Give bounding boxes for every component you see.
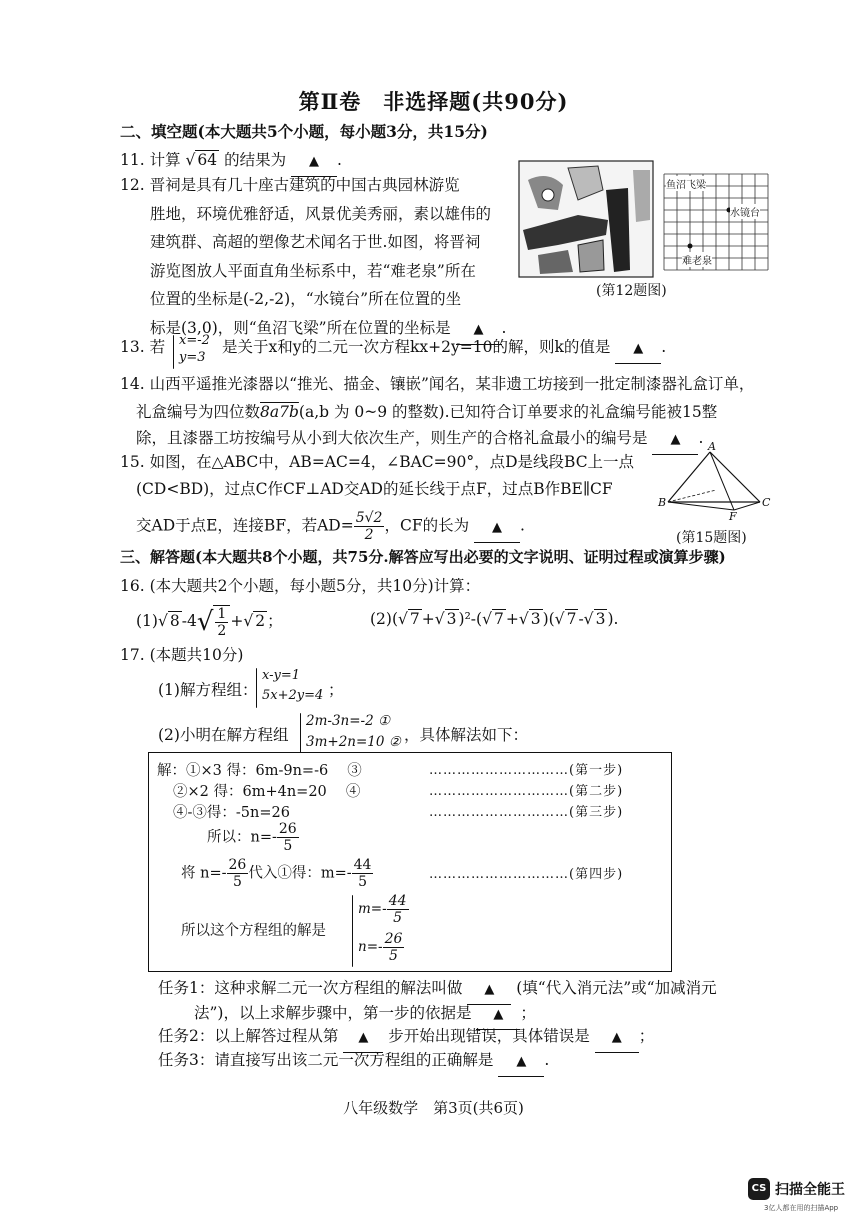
solution-box [148, 752, 672, 972]
step-label-3: …………………………(第三步) [429, 805, 624, 820]
camscanner-logo-icon: CS [748, 1178, 770, 1200]
q17-intro: 17. (本题共10分) [120, 646, 244, 664]
section-heading-fill-in: 二、填空题(本大题共5个小题，每小题3分，共15分) [120, 122, 488, 141]
q12-last-line: 标是(3,0)，则“鱼沼飞梁”所在位置的坐标是 [150, 318, 451, 337]
point-label-c: C [762, 496, 771, 509]
q14-answer-blank: ▲ [652, 424, 698, 455]
jinci-map-image [518, 160, 654, 278]
q13-answer-blank: ▲ [615, 333, 661, 364]
solution-n: n=- $\frac{26}{5}$ [358, 931, 403, 964]
q12-figure-caption: (第12题图) [596, 283, 667, 299]
step-label-2: …………………………(第二步) [429, 784, 624, 799]
q15-figure-caption: (第15题图) [676, 530, 747, 546]
q16-part1: (1)√ 8 -4√ $\frac{1}{2}$ +√ 2 ； [136, 606, 283, 639]
coordinate-grid-figure [662, 172, 770, 272]
q13-system: x=-2 y=3 [179, 333, 210, 365]
point-label-a: A [708, 440, 716, 453]
q15-line1: 15. 如图，在△ABC中，AB=AC=4，∠BAC=90°，点D是线段BC上一点 [120, 453, 635, 471]
grid-label-shuijingtai: 水镜台 [730, 204, 760, 219]
task1-blank-basis: ▲ [476, 999, 520, 1030]
q16-part2: (2)(√ 7 +√ 3 )²-(√ 7 +√ 3 )(√ 7 -√ 3 ). [370, 610, 619, 628]
q14-line1: 14. 山西平遥推光漆器以“推光、描金、镶嵌”闻名，某非遗工坊接到一批定制漆器礼盒订单， [120, 375, 755, 393]
q17-part1-brace [256, 668, 257, 708]
q16-intro: 16. (本大题共2个小题，每小题5分，共10分)计算： [120, 577, 481, 595]
q17-part1-system: x-y=1 5x+2y=4 [262, 668, 324, 703]
solution-step1: 解：①×3 得：6m-9n=-6 ③ [157, 763, 362, 779]
q15-line3: 交AD于点E，连接BF，若AD= $\frac{5√2}{2}$ ，CF的长为 ▲ . [136, 510, 525, 543]
task-2: 任务2：以上解答过程从第 ▲ 步开始出现错误，具体错误是 ▲ ； [158, 1022, 654, 1053]
point-label-f: F [729, 510, 737, 523]
q11-prefix: 11. 计算 [120, 151, 181, 169]
task1-blank-method: ▲ [467, 974, 511, 1005]
q12-line: 建筑群、高超的塑像艺术闻名于世.如图，将晋祠 [150, 233, 481, 251]
exam-page: 第Ⅱ卷 非选择题(共90分) 二、填空题(本大题共5个小题，每小题3分，共15分) 11. 计算 √ 64 的结果为 ▲ . 12. 晋祠是具有几十座古建筑的中国古典园林游览 胜地，环境优雅舒适，风景优美秀丽，素以雄伟的 建筑群、高超的塑像艺术闻名于世.如图，将晋祠 游览图放人平面直角坐标系中，若“难老泉”所在 位置的坐标是(-2,-2)，“水镜台”所在位置的坐 标是(3,0)，则“鱼沼飞梁”所在位置的坐标是 ▲ . 鱼沼飞梁 水镜台 难老泉 (第12题图) 13. 若 x=-2 y=3 是关于x和y的二元一次方程kx+2y=10的解，则k的值是 ▲ . 14. 山西平遥推光漆器以“推光、描金、镶嵌”闻名，某非遗工坊接到一批定制漆器礼盒订单， 礼盒编号为四位数8a7b(a,b 为 0~9 的整数).已知符合订单要求的礼盒编号能被15整 除，且漆器工坊按编号从小到大依次生产，则生产的合格礼盒最小的编号是 ▲ . 15. 如图，在△ABC中，AB=AC=4，∠BAC=90°，点D是线段BC上一点 (CD<BD)，过点C作CF⊥AD交AD的延长线于点F，过点B作BE∥CF 交AD于点E，连接BF，若AD= $\frac{5√2}{2}$ ，CF的长为 ▲ . A B C F (第15题图) 三、解答题(本大题共8个小题，共75分.解答应写出必要的文字说明、证明过程或演算步骤) 16. (本大题共2个小题，每小题5分，共10分)计算： (1)√ 8 -4√ $\frac{1}{2}$ +√ 2 ； (2)(√ 7 +√ 3 )²-(√ 7 +√ 3 )(√ 7 -√ 3 ). 17. (本题共10分) (1)解方程组： x-y=1 5x+2y=4 ； (2)小明在解方程组 2m-3n=-2 ① 3m+2n=10 ② ，具体解法如下： 解：①×3 得：6m-9n=-6 ③ ②×2 得：6m+4n=20 ④ ④-③得：-5n=26 所以：n=- $\frac{26}{5}$ 将 n=- $\frac{26}{5}$ 代入①得：m=- $\frac{44}{5}$ 所以这个方程组的解是 m=- $\frac{44}{5}$ n=- $\frac{26}{5}$ …………………………(第一步) …………………………(第二步) …………………………(第三步) …………………………(第四步) 任务1：这种求解二元一次方程组的解法叫做 ▲ (填“代入消元法”或“加减消元 法”)，以上求解步骤中，第一步的依据是 ▲ ； 任务2：以上解答过程从第 ▲ 步开始出现错误，具体错误是 ▲ ； 任务3：请直接写出该二元一次方程组的正确解是 ▲ . 八年级数学 第3页(共6页) CS 扫描全能王 3亿人都在用的扫描App [0, 0, 867, 1228]
q14-line2: 礼盒编号为四位数8a7b(a,b 为 0~9 的整数).已知符合订单要求的礼盒编号能被15整 [136, 403, 718, 421]
q12-line: 位置的坐标是(-2,-2)，“水镜台”所在位置的坐 [150, 290, 462, 308]
q12-answer-blank: ▲ [456, 314, 502, 346]
watermark-subtitle: 3亿人都在用的扫描App [764, 1204, 839, 1212]
q13-prefix: 13. 若 [120, 338, 166, 356]
q12-line: 12. 晋祠是具有几十座古建筑的中国古典园林游览 [120, 176, 460, 194]
task2-blank-step: ▲ [343, 1022, 383, 1053]
q17-part2-label: (2)小明在解方程组 [158, 726, 289, 744]
grid-label-nanlaoquan: 难老泉 [682, 252, 712, 267]
solution-step2: ②×2 得：6m+4n=20 ④ [173, 784, 361, 800]
q17-part2-suffix: ，具体解法如下： [404, 726, 529, 744]
point-label-b: B [658, 496, 667, 509]
q15-fraction: $\frac{5√2}{2}$ [355, 510, 383, 543]
q11-answer-blank: ▲ [291, 146, 337, 177]
triangle-figure [656, 440, 772, 524]
q12-line: 游览图放人平面直角坐标系中，若“难老泉”所在 [150, 261, 476, 280]
q11-suffix: 的结果为 [224, 151, 287, 169]
question-12: 12. 晋祠是具有几十座古建筑的中国古典园林游览 胜地，环境优雅舒适，风景优美秀丽，素以雄伟的 建筑群、高超的塑像艺术闻名于世.如图，将晋祠 游览图放人平面直角坐标系中，若“难老泉”所在 位置的坐标是(-2,-2)，“水镜台”所在位置的坐 标是(3,0)，则“鱼沼飞梁”所在位置的坐标是 ▲ . [120, 171, 520, 345]
task3-blank: ▲ [498, 1046, 544, 1077]
page-footer: 八年级数学 第3页(共6页) [343, 1099, 524, 1117]
grid-label-yuzhao: 鱼沼飞梁 [666, 176, 706, 191]
task2-blank-error: ▲ [595, 1022, 639, 1053]
solution-brace [352, 895, 353, 967]
solution-step4: 将 n=- $\frac{26}{5}$ 代入①得：m=- $\frac{44}{5}$ [181, 857, 372, 890]
q17-part2-brace [300, 713, 301, 753]
solution-m: m=- $\frac{44}{5}$ [358, 893, 407, 926]
watermark-name: 扫描全能王 [775, 1182, 845, 1198]
q12-line: 胜地，环境优雅舒适，风景优美秀丽，素以雄伟的 [150, 204, 492, 223]
q17-part2-system: 2m-3n=-2 ① 3m+2n=10 ② [306, 713, 401, 750]
q14-number-overline: 8a7b [260, 403, 299, 421]
q14-line3: 除，且漆器工坊按编号从小到大依次生产，则生产的合格礼盒最小的编号是 ▲ . [136, 424, 703, 455]
step-label-1: …………………………(第一步) [429, 763, 624, 778]
page-title: 第Ⅱ卷 非选择题(共90分) [298, 89, 569, 114]
q13-rest: 是关于x和y的二元一次方程kx+2y=10的解，则k的值是 ▲ . [222, 333, 666, 364]
question-13 [120, 333, 165, 361]
question-11: 11. 计算 √ 64 的结果为 ▲ . [120, 146, 342, 177]
q13-brace [173, 335, 174, 369]
task-1-line2: 法”)，以上求解步骤中，第一步的依据是 ▲ ； [194, 999, 536, 1030]
task-1-line1: 任务1：这种求解二元一次方程组的解法叫做 ▲ (填“代入消元法”或“加减消元 [158, 974, 717, 1005]
step-label-4: …………………………(第四步) [429, 867, 624, 882]
q15-line2: (CD<BD)，过点C作CF⊥AD交AD的延长线于点F，过点B作BE∥CF [136, 480, 613, 498]
solution-conclusion: 所以这个方程组的解是 [181, 923, 326, 939]
solution-step3: ④-③得：-5n=26 [173, 805, 290, 821]
task-3: 任务3：请直接写出该二元一次方程组的正确解是 ▲ . [158, 1046, 549, 1077]
q17-part1-label: (1)解方程组： [158, 681, 258, 699]
section-heading-solve: 三、解答题(本大题共8个小题，共75分.解答应写出必要的文字说明、证明过程或演算步骤) [120, 548, 726, 566]
q11-sqrt: √ 64 [185, 151, 218, 169]
q15-answer-blank: ▲ [474, 512, 520, 543]
solution-step3-result: 所以：n=- $\frac{26}{5}$ [207, 821, 297, 854]
